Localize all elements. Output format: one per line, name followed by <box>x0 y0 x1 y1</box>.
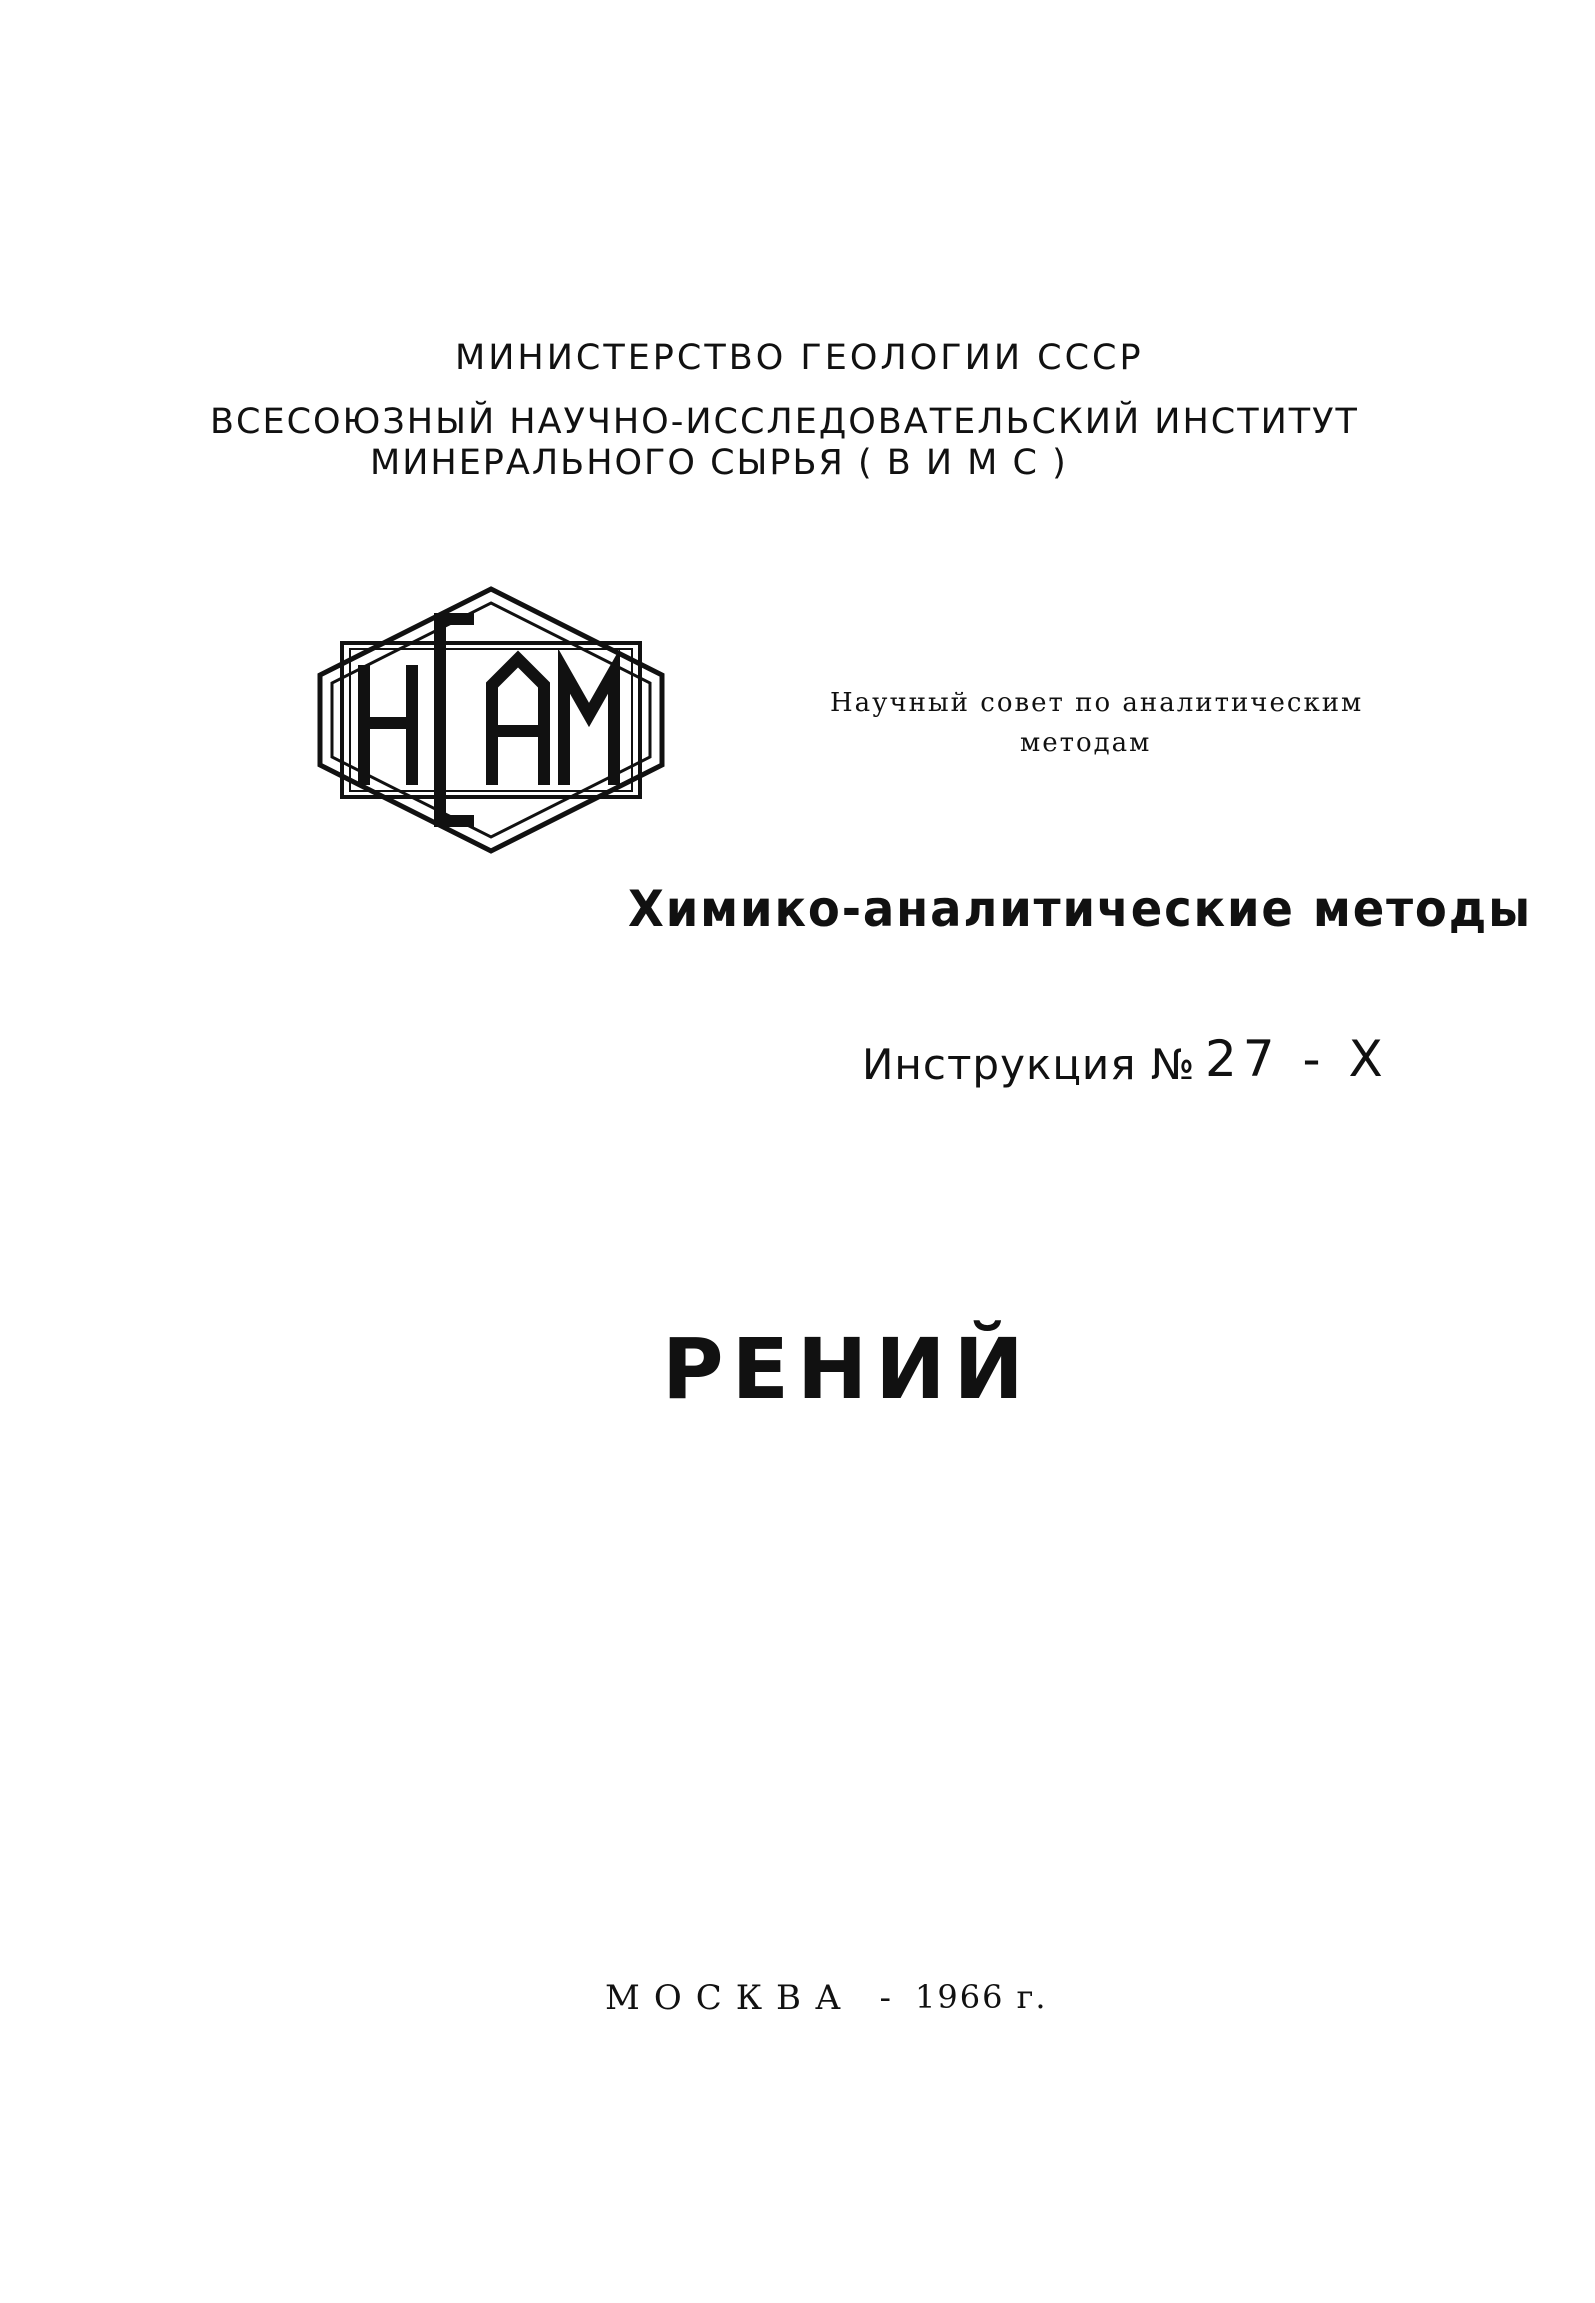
institute-heading-line2: МИНЕРАЛЬНОГО СЫРЬЯ ( В И М С ) <box>370 443 1068 483</box>
council-name-line1: Научный совет по аналитическим <box>830 688 1364 718</box>
instruction-label: Инструкция № <box>862 1040 1196 1089</box>
ministry-heading: МИНИСТЕРСТВО ГЕОЛОГИИ СССР <box>455 338 1144 378</box>
council-name-line2: методам <box>1020 728 1152 758</box>
logo-text: НСАМ <box>491 853 494 854</box>
instruction-number: 27 - Х <box>1205 1030 1389 1088</box>
series-title: Химико-аналитические методы <box>628 880 1533 938</box>
publication-year: 1966 г. <box>915 1978 1048 2016</box>
institute-heading-line1: ВСЕСОЮЗНЫЙ НАУЧНО-ИССЛЕДОВАТЕЛЬСКИЙ ИНСТИТУТ <box>210 402 1359 442</box>
nsam-hexagon-logo-icon <box>316 585 666 855</box>
main-title: РЕНИЙ <box>662 1320 1032 1418</box>
publication-city: МОСКВА - <box>605 1978 906 2018</box>
